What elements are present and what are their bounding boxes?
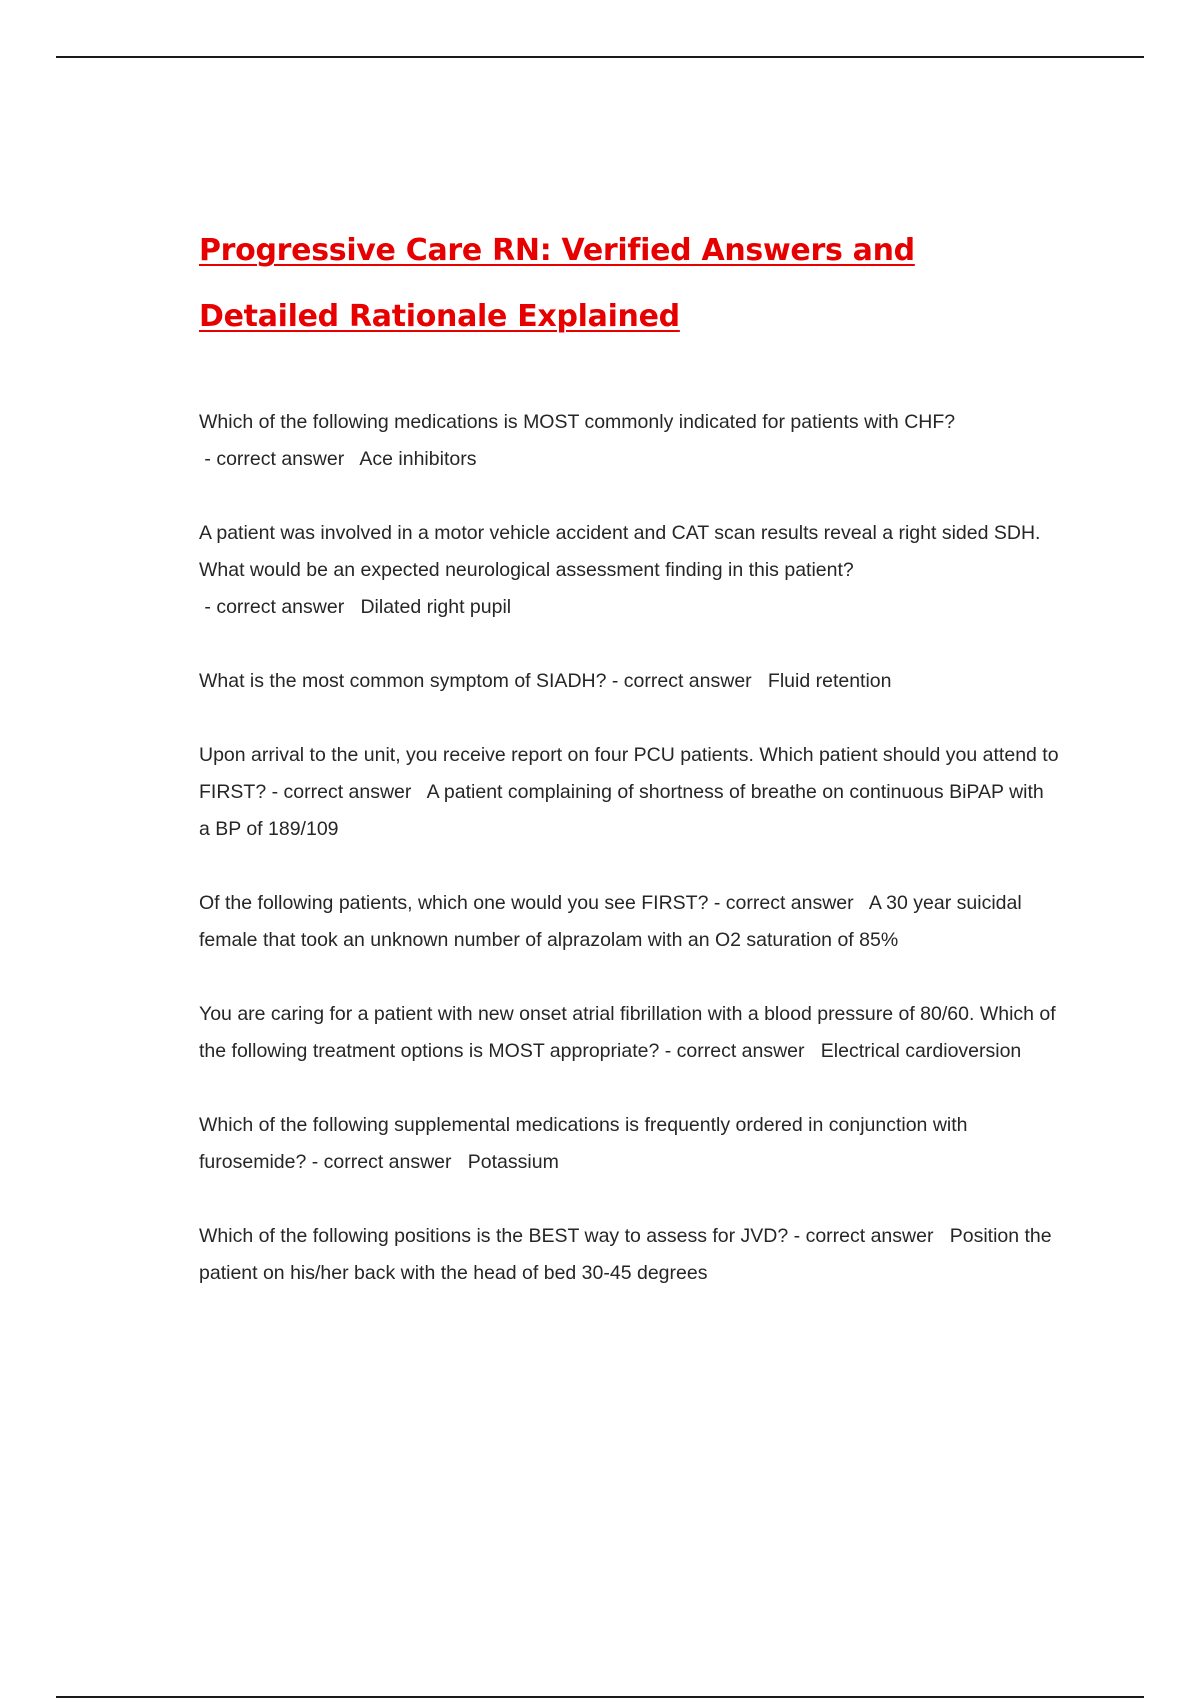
qa-answer: Electrical cardioversion	[820, 1040, 1022, 1062]
qa-item	[199, 1107, 1059, 1181]
qa-separator: - correct answer	[788, 1225, 950, 1247]
qa-question: What is the most common symptom of SIADH?	[199, 670, 607, 692]
qa-item	[199, 996, 1059, 1070]
qa-separator: - correct answer	[659, 1040, 821, 1062]
qa-separator: - correct answer	[199, 448, 360, 470]
header-rule	[56, 56, 1144, 58]
qa-answer: A 30 year suicidal female that took an unknown number of alprazolam with an O2 saturation of 85%	[199, 892, 1022, 951]
qa-separator: - correct answer	[199, 596, 361, 618]
qa-question: Which of the following medications is MOST commonly indicated for patients with CHF?	[199, 411, 956, 433]
qa-answer: A patient complaining of shortness of breathe on continuous BiPAP with a BP of 189/109	[199, 781, 1044, 840]
qa-item	[199, 404, 1059, 478]
qa-answer: Ace inhibitors	[359, 448, 477, 470]
document-body	[199, 218, 1059, 1329]
qa-answer: Fluid retention	[767, 670, 892, 692]
qa-list	[199, 404, 1059, 1292]
footer-rule	[56, 1696, 1144, 1698]
qa-answer: Potassium	[467, 1151, 559, 1173]
qa-answer: Dilated right pupil	[360, 596, 512, 618]
qa-separator: - correct answer	[266, 781, 427, 803]
qa-item	[199, 515, 1059, 626]
qa-item	[199, 737, 1059, 848]
qa-question: You are caring for a patient with new onset atrial fibrillation with a blood pressure of 80/60. Which of the following treatment options is MOST appropriate?	[199, 1003, 1056, 1062]
qa-question: Which of the following supplemental medications is frequently ordered in conjunction with furosemide?	[199, 1114, 968, 1173]
qa-question: A patient was involved in a motor vehicle accident and CAT scan results reveal a right sided SDH. What would be an expected neurological assessment finding in this patient?	[199, 522, 1041, 581]
qa-question: Which of the following positions is the BEST way to assess for JVD?	[199, 1225, 789, 1247]
qa-item	[199, 663, 1059, 700]
qa-item	[199, 1218, 1059, 1292]
qa-question: Upon arrival to the unit, you receive report on four PCU patients. Which patient should you attend to FIRST?	[199, 744, 1059, 803]
qa-separator: - correct answer	[708, 892, 869, 914]
qa-separator: - correct answer	[606, 670, 768, 692]
qa-answer: Position the patient on his/her back with the head of bed 30-45 degrees	[199, 1225, 1052, 1284]
document-title: Progressive Care RN: Verified Answers and Detailed Rationale Explained	[199, 233, 915, 334]
qa-question: Of the following patients, which one would you see FIRST?	[199, 892, 709, 914]
qa-item	[199, 885, 1059, 959]
qa-separator: - correct answer	[306, 1151, 468, 1173]
